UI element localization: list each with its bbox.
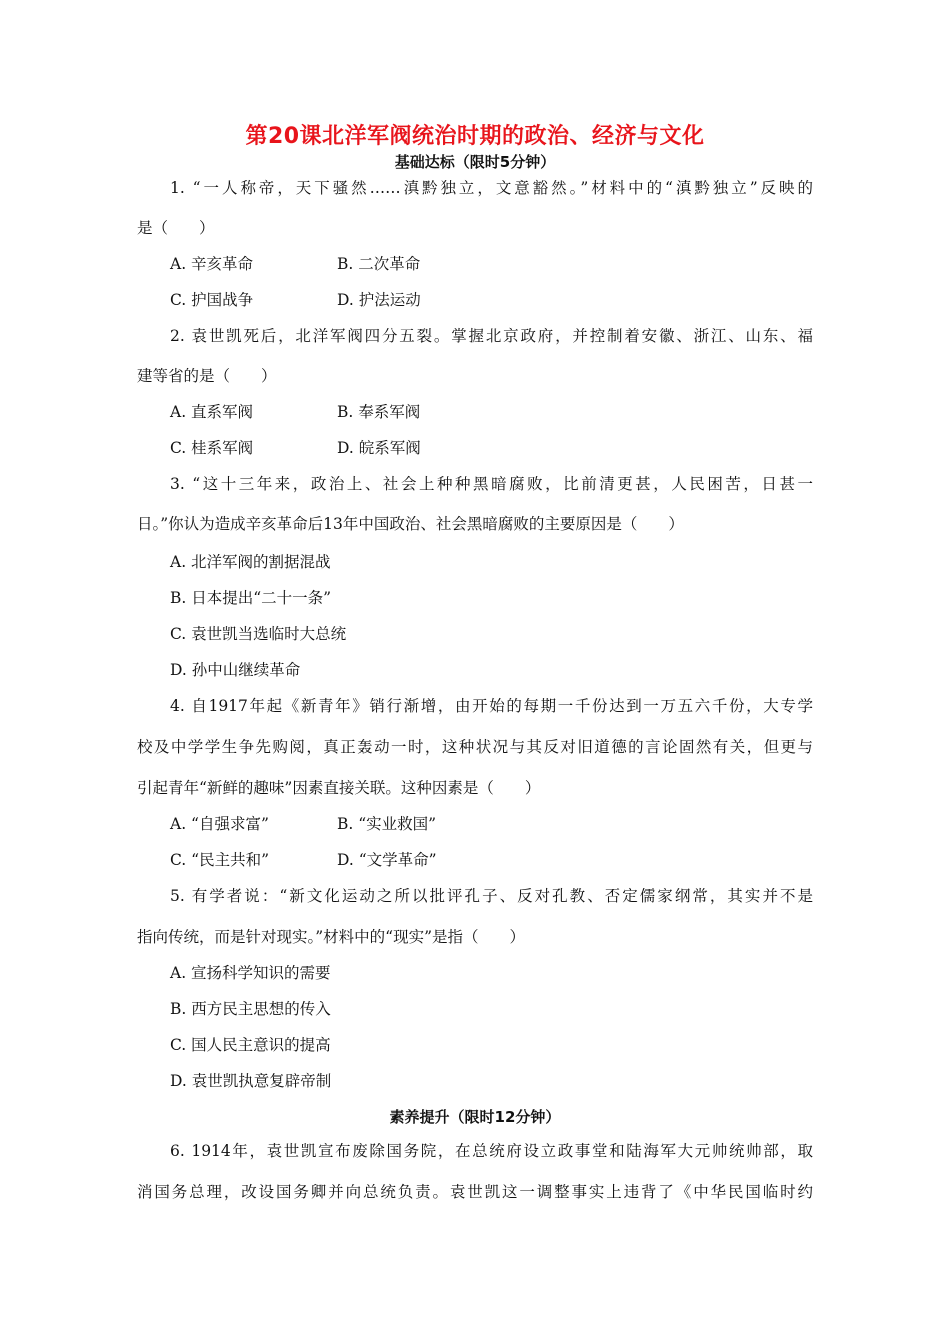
question-1-option-b: B. 二次革命 bbox=[337, 255, 421, 273]
question-6-line-2: 消国务总理，改设国务卿并向总统负责。袁世凯这一调整事实上违背了《中华民国临时约 bbox=[137, 1183, 813, 1201]
question-4-option-b: B. “实业救国” bbox=[337, 815, 437, 833]
question-6-line-1: 6. 1914年，袁世凯宣布废除国务院，在总统府设立政事堂和陆海军大元帅统帅部，取 bbox=[170, 1142, 813, 1160]
question-4-line-3: 引起青年“新鲜的趣味”因素直接关联。这种因素是（ ） bbox=[137, 779, 541, 797]
question-4-line-1: 4. 自1917年起《新青年》销行渐增，由开始的每期一千份达到一万五六千份，大专学 bbox=[170, 697, 813, 715]
question-2-option-b: B. 奉系军阀 bbox=[337, 403, 421, 421]
question-2-option-a: A. 直系军阀 bbox=[170, 403, 254, 421]
section-heading-advanced: 素养提升（限时12分钟） bbox=[389, 1108, 561, 1126]
question-5-line-1: 5. 有学者说：“新文化运动之所以批评孔子、反对孔教、否定儒家纲常，其实并不是 bbox=[170, 887, 813, 905]
question-1-line-2: 是（ ） bbox=[137, 219, 215, 237]
question-3-option-b: B. 日本提出“二十一条” bbox=[170, 589, 332, 607]
question-4-line-2: 校及中学学生争先购阅，真正轰动一时，这种状况与其反对旧道德的言论固然有关，但更与 bbox=[137, 738, 813, 756]
question-5-line-2: 指向传统，而是针对现实。”材料中的“现实”是指（ ） bbox=[137, 928, 526, 946]
question-5-option-c: C. 国人民主意识的提高 bbox=[170, 1036, 331, 1054]
question-5-option-d: D. 袁世凯执意复辟帝制 bbox=[170, 1072, 332, 1090]
question-1-option-d: D. 护法运动 bbox=[337, 291, 421, 309]
question-1-option-c: C. 护国战争 bbox=[170, 291, 254, 309]
question-2-line-1: 2. 袁世凯死后，北洋军阀四分五裂。掌握北京政府，并控制着安徽、浙江、山东、福 bbox=[170, 327, 813, 345]
question-1-line-1: 1. “一人称帝，天下骚然……滇黔独立，文意豁然。”材料中的“滇黔独立”反映的 bbox=[170, 179, 813, 197]
question-3-option-d: D. 孙中山继续革命 bbox=[170, 661, 301, 679]
question-3-option-a: A. 北洋军阀的割据混战 bbox=[170, 553, 331, 571]
question-5-option-a: A. 宣扬科学知识的需要 bbox=[170, 964, 331, 982]
question-5-option-b: B. 西方民主思想的传入 bbox=[170, 1000, 331, 1018]
question-4-option-d: D. “文学革命” bbox=[337, 851, 437, 869]
question-2-option-d: D. 皖系军阀 bbox=[337, 439, 421, 457]
question-2-line-2: 建等省的是（ ） bbox=[137, 367, 277, 385]
question-4-option-a: A. “自强求富” bbox=[170, 815, 269, 833]
question-3-line-1: 3. “这十三年来，政治上、社会上种种黑暗腐败，比前清更甚，人民困苦，日甚一 bbox=[170, 475, 813, 493]
question-2-option-c: C. 桂系军阀 bbox=[170, 439, 254, 457]
section-heading-basic: 基础达标（限时5分钟） bbox=[394, 153, 556, 171]
question-1-option-a: A. 辛亥革命 bbox=[170, 255, 254, 273]
question-3-line-2: 日。”你认为造成辛亥革命后13年中国政治、社会黑暗腐败的主要原因是（ ） bbox=[137, 515, 684, 533]
page-title: 第20课北洋军阀统治时期的政治、经济与文化 bbox=[245, 124, 705, 149]
question-3-option-c: C. 袁世凯当选临时大总统 bbox=[170, 625, 347, 643]
question-4-option-c: C. “民主共和” bbox=[170, 851, 270, 869]
